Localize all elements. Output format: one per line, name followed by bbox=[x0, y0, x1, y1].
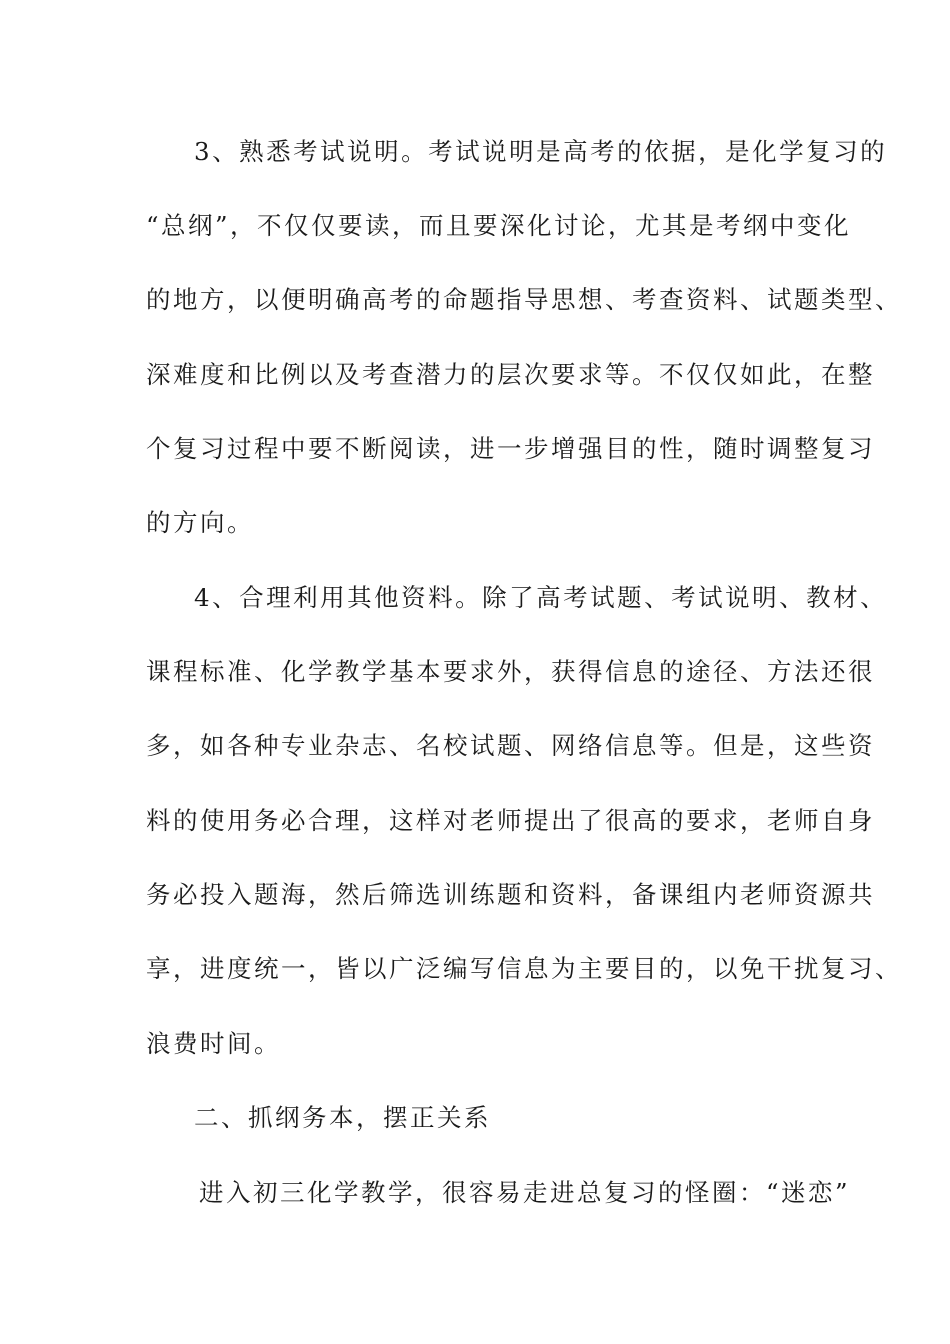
paragraph-4-line-2: 课程标准、化学教学基本要求外，获得信息的途径、方法还很 bbox=[146, 657, 875, 686]
paragraph-4-line-5: 务必投入题海，然后筛选训练题和资料，备课组内老师资源共 bbox=[146, 880, 875, 909]
paragraph-4-line-7: 浪费时间。 bbox=[146, 1029, 281, 1058]
paragraph-4-line-3: 多，如各种专业杂志、名校试题、网络信息等。但是，这些资 bbox=[146, 731, 875, 760]
paragraph-3-line-2: “总纲”，不仅仅要读，而且要深化讨论，尤其是考纲中变化 bbox=[146, 211, 852, 240]
paragraph-3-line-6: 的方向。 bbox=[146, 508, 254, 537]
paragraph-3-line-3: 的地方，以便明确高考的命题指导思想、考查资料、试题类型、 bbox=[146, 285, 902, 314]
paragraph-4-line-6: 享，进度统一，皆以广泛编写信息为主要目的，以免干扰复习、 bbox=[146, 954, 902, 983]
paragraph-4-line-4: 料的使用务必合理，这样对老师提出了很高的要求，老师自身 bbox=[146, 806, 875, 835]
section-heading: 二、抓纲务本，摆正关系 bbox=[194, 1103, 491, 1132]
paragraph-next-line-1: 进入初三化学教学，很容易走进总复习的怪圈：“迷恋” bbox=[199, 1178, 851, 1207]
paragraph-3-line-5: 个复习过程中要不断阅读，进一步增强目的性，随时调整复习 bbox=[146, 434, 875, 463]
paragraph-3-line-4: 深难度和比例以及考查潜力的层次要求等。不仅仅如此，在整 bbox=[146, 360, 875, 389]
paragraph-4-line-1: 4、合理利用其他资料。除了高考试题、考试说明、教材、 bbox=[194, 583, 888, 612]
paragraph-3-line-1: 3、熟悉考试说明。考试说明是高考的依据，是化学复习的 bbox=[194, 137, 888, 166]
